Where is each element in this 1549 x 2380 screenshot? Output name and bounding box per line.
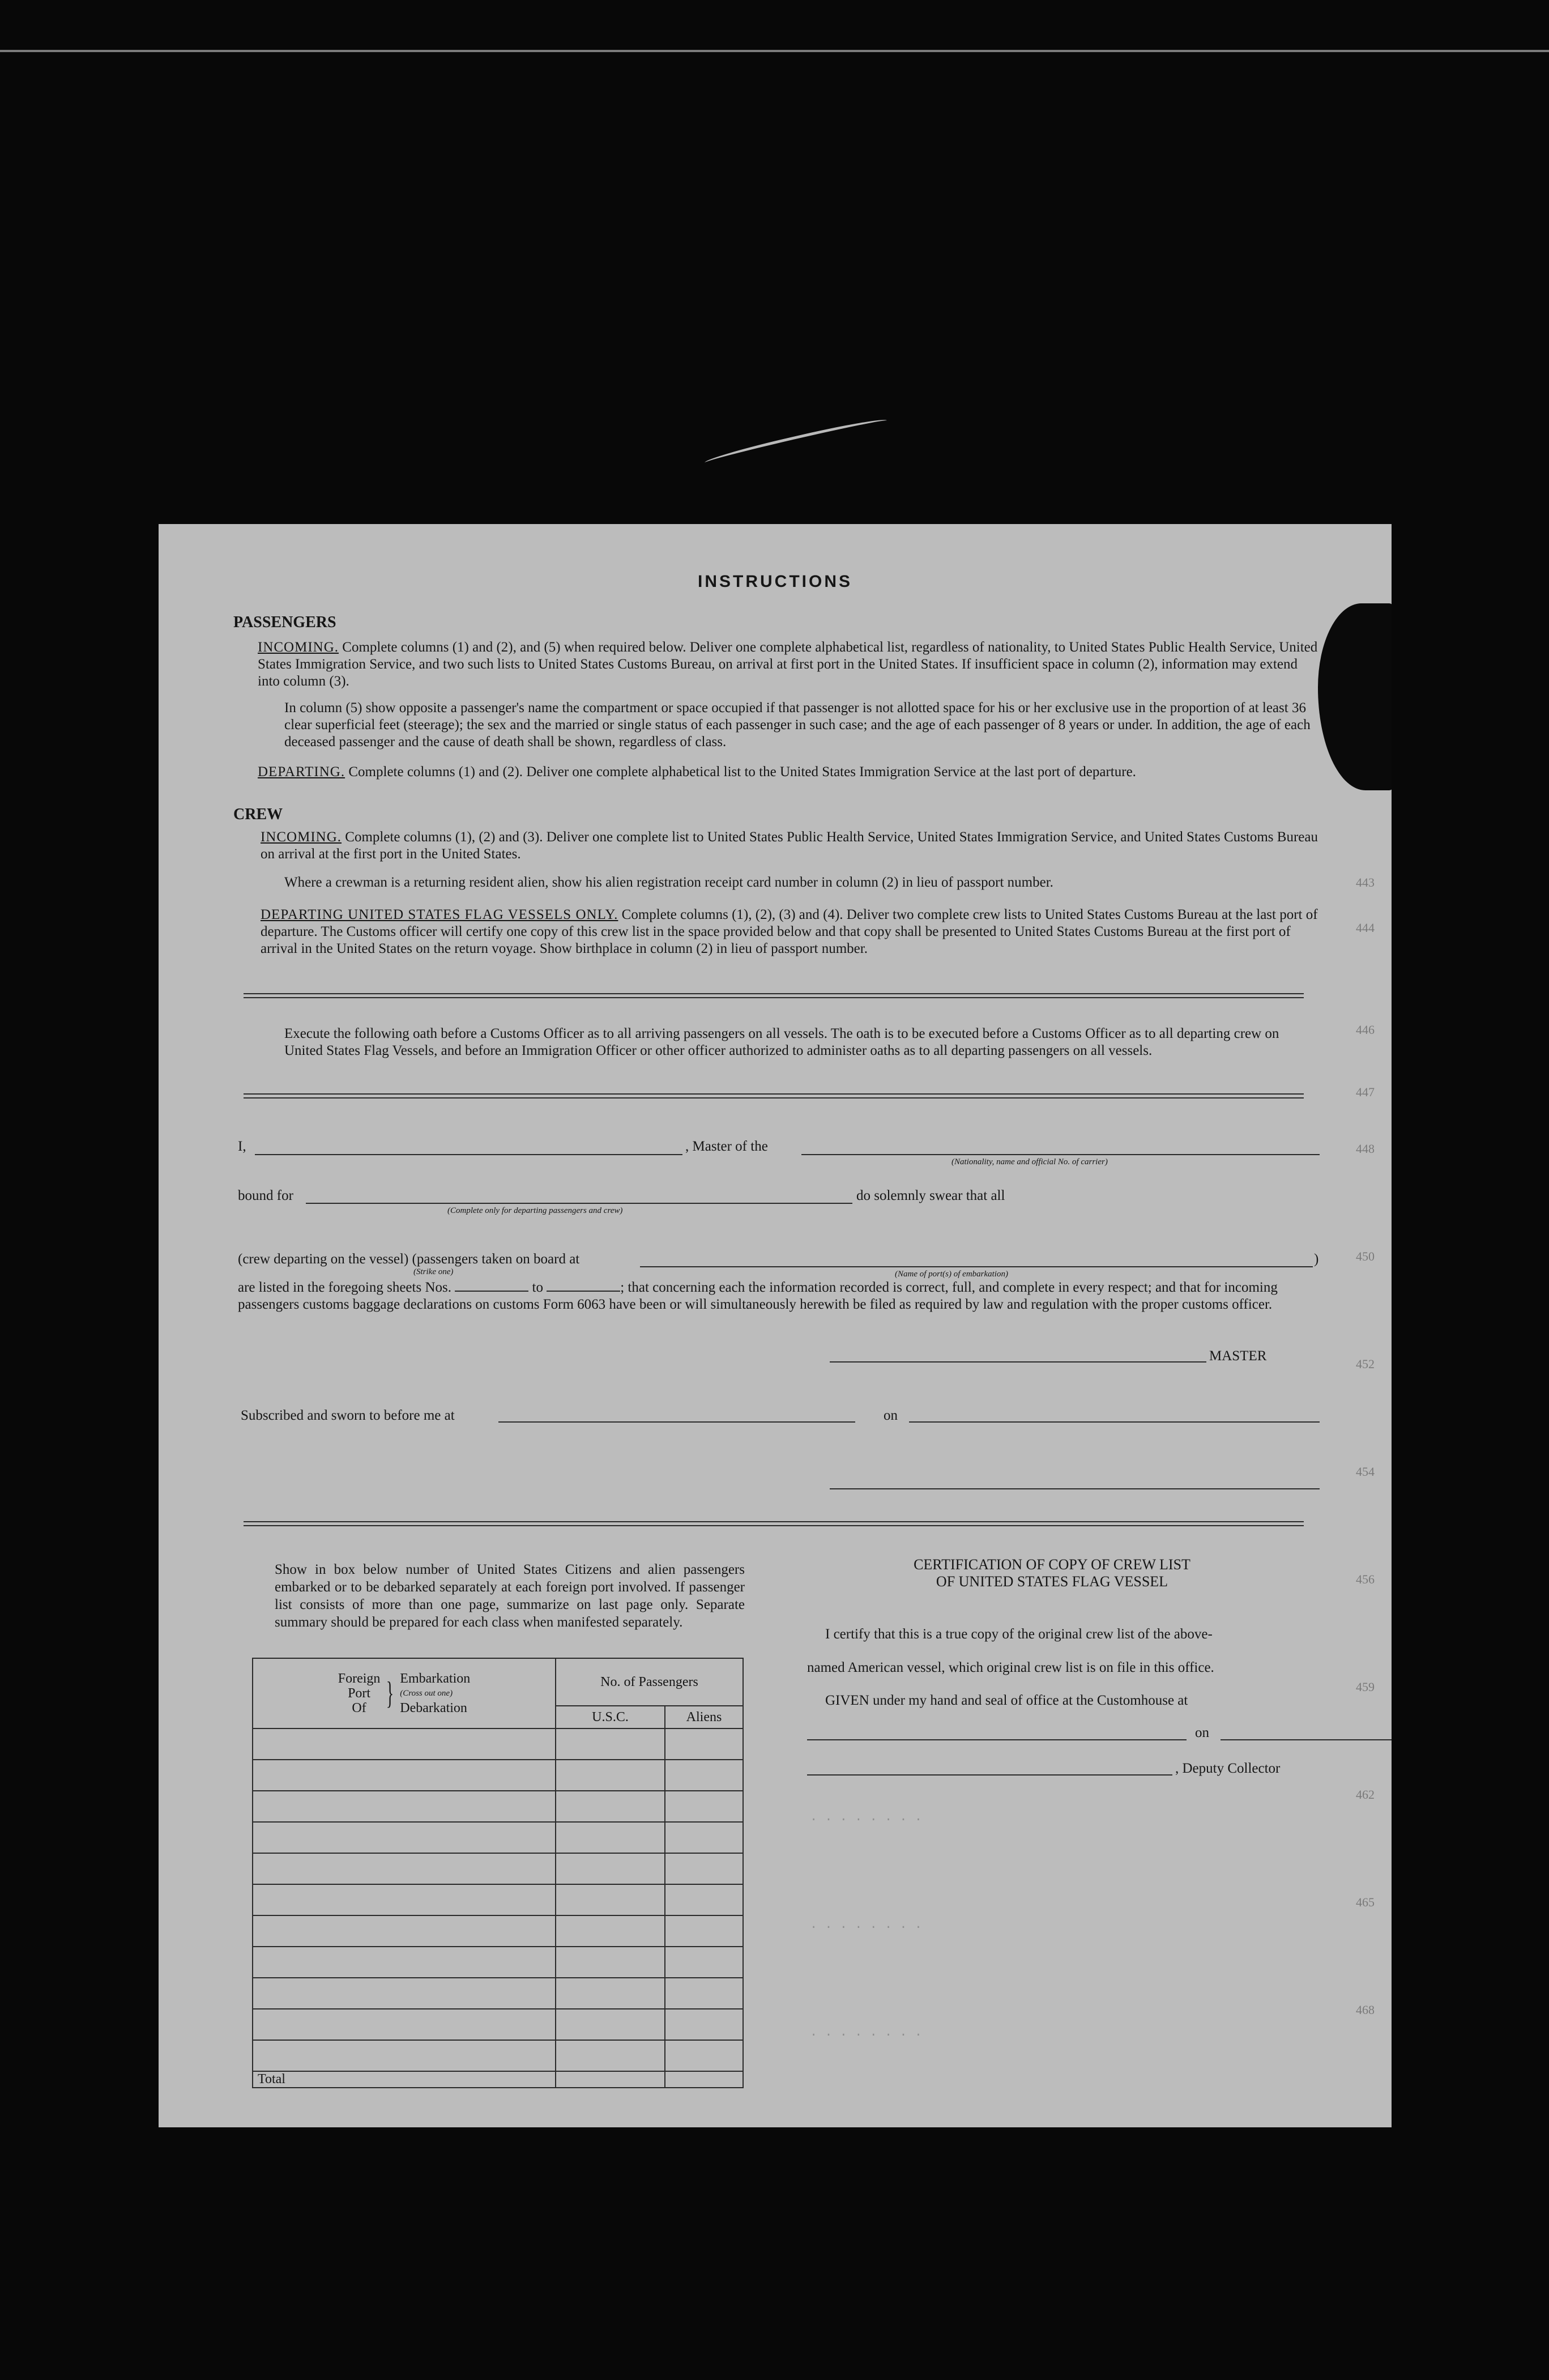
crew-alien-paragraph: Where a crewman is a returning resident alien, show his alien registration receipt card number in column (2) in lieu of passport number. [284, 875, 1053, 890]
table-row [253, 1853, 743, 1884]
crew-departing-lead: DEPARTING UNITED STATES FLAG VESSELS ONLY. [261, 907, 618, 922]
port-cell[interactable] [253, 2040, 556, 2071]
usc-cell[interactable] [556, 1915, 665, 1947]
brace-glyph: } [386, 1676, 394, 1711]
bleed-through-mark: 450 [1356, 1249, 1375, 1263]
master-name-field[interactable] [255, 1154, 682, 1155]
debarkation-label: Debarkation [400, 1701, 467, 1715]
total-aliens-cell[interactable] [665, 2071, 743, 2088]
port-cell[interactable] [253, 1915, 556, 1947]
usc-cell[interactable] [556, 1822, 665, 1853]
aliens-cell[interactable] [665, 2009, 743, 2040]
bleed-through-mark: 452 [1356, 1357, 1375, 1371]
aliens-cell[interactable] [665, 1853, 743, 1884]
usc-header: U.S.C. [556, 1706, 665, 1728]
usc-cell[interactable] [556, 1947, 665, 1978]
deputy-signature-field[interactable] [807, 1774, 1172, 1776]
oath-intro: Execute the following oath before a Customs Officer as to all arriving passengers on all vessels. The oath is to be executed before a Customs Officer as to all departing crew on United States Flag Vessels, and before an Immigration Officer or other officer authorized to administer oaths as to all departing passengers on all vessels. [284, 1026, 1279, 1058]
table-row [253, 1760, 743, 1791]
certification-title-1: CERTIFICATION OF COPY OF CREW LIST [914, 1556, 1190, 1573]
aliens-cell[interactable] [665, 1791, 743, 1822]
bound-caption: (Complete only for departing passengers and crew) [447, 1206, 623, 1215]
port-cell[interactable] [253, 1853, 556, 1884]
table-row [253, 2040, 743, 2071]
ink-blot [1318, 603, 1392, 790]
oath-i-label: I, [238, 1139, 246, 1154]
crew-departing-paragraph [261, 906, 1325, 957]
passengers-incoming-paragraph [258, 639, 1322, 690]
crew-departing-text: Complete columns (1), (2), (3) and (4). Deliver two complete crew lists to United States Customs Bureau at the last port of departure. The Customs officer will certify one copy of this crew list in the space provided below and that copy shall be presented to United States Customs Bureau at the first port of arrival in the United States on the return voyage. Show birthplace in column (2) in lieu of passport number. [261, 907, 1318, 956]
crew-heading: CREW [233, 806, 283, 823]
port-cell[interactable] [253, 2009, 556, 2040]
usc-cell[interactable] [556, 1978, 665, 2009]
usc-cell[interactable] [556, 1760, 665, 1791]
aliens-header: Aliens [665, 1706, 743, 1728]
section-divider [244, 993, 1304, 998]
passengers-departing-lead: DEPARTING. [258, 764, 345, 780]
bleed-through-mark: 459 [1356, 1680, 1375, 1694]
swear-label: do solemnly swear that all [856, 1188, 1005, 1203]
closing-paren: ) [1314, 1251, 1319, 1267]
page-title: INSTRUCTIONS [698, 572, 852, 591]
table-row [253, 2009, 743, 2040]
no-passengers-header: No. of Passengers [556, 1658, 743, 1706]
port-cell[interactable] [253, 1760, 556, 1791]
passengers-heading: PASSENGERS [233, 614, 336, 631]
aliens-cell[interactable] [665, 1978, 743, 2009]
listed-paragraph [238, 1279, 1317, 1313]
aliens-cell[interactable] [665, 1915, 743, 1947]
aliens-cell[interactable] [665, 1728, 743, 1760]
of-label: Of [352, 1701, 366, 1715]
port-header-cell [253, 1658, 556, 1728]
embarkation-port-field[interactable] [640, 1266, 1313, 1267]
bleed-through-mark: 448 [1356, 1142, 1375, 1156]
master-signature-field[interactable] [830, 1361, 1206, 1363]
subscribed-label: Subscribed and sworn to before me at [241, 1408, 455, 1423]
usc-cell[interactable] [556, 2040, 665, 2071]
usc-cell[interactable] [556, 1884, 665, 1915]
port-label: Port [348, 1686, 371, 1701]
bleed-through-mark: 468 [1356, 2003, 1375, 2017]
usc-cell[interactable] [556, 1791, 665, 1822]
section-divider [244, 1093, 1304, 1099]
customhouse-field[interactable] [807, 1739, 1187, 1740]
total-usc-cell[interactable] [556, 2071, 665, 2088]
bound-for-label: bound for [238, 1188, 293, 1203]
certify-line-2: named American vessel, which original crew list is on file in this office. [807, 1660, 1214, 1675]
table-row [253, 1728, 743, 1760]
ports-caption: (Name of port(s) of embarkation) [895, 1270, 1008, 1279]
bleed-through-mark: 447 [1356, 1085, 1375, 1099]
aliens-cell[interactable] [665, 1947, 743, 1978]
table-row [253, 1947, 743, 1978]
embarkation-label: Embarkation [400, 1671, 471, 1686]
given-date-field[interactable] [1221, 1739, 1392, 1740]
document-page [159, 524, 1392, 2127]
bleed-through-mark: 456 [1356, 1572, 1375, 1586]
table-row [253, 1978, 743, 2009]
given-label: GIVEN under my hand and seal of office at the Customhouse at [825, 1693, 1188, 1708]
master-label: MASTER [1209, 1348, 1267, 1364]
sheet-from-field[interactable] [455, 1291, 528, 1292]
port-cell[interactable] [253, 1978, 556, 2009]
bleed-through-text: . . . . . . . . [810, 2025, 923, 2040]
cross-out-caption: (Cross out one) [400, 1689, 453, 1698]
given-on-label: on [1195, 1725, 1209, 1740]
total-row [253, 2071, 743, 2088]
summary-instructions: Show in box below number of United States Citizens and alien passengers embarked or to be debarked separately at each foreign port involved. If passenger list consists of more than one page, summarize on last page only. Separate summary should be prepared for each class when manifested separately. [275, 1562, 745, 1630]
listed-label-a: are listed in the foregoing sheets Nos. [238, 1280, 451, 1295]
oath-master-of-label: , Master of the [685, 1139, 768, 1154]
bleed-through-mark: 465 [1356, 1895, 1375, 1909]
aliens-cell[interactable] [665, 1884, 743, 1915]
port-cell[interactable] [253, 1728, 556, 1760]
nationality-caption: (Nationality, name and official No. of carrier) [951, 1157, 1108, 1166]
bleed-through-mark: 444 [1356, 921, 1375, 935]
usc-cell[interactable] [556, 1728, 665, 1760]
carrier-field[interactable] [801, 1154, 1320, 1155]
port-cell[interactable] [253, 1822, 556, 1853]
scan-edge-line [0, 50, 1549, 52]
certification-title-2: OF UNITED STATES FLAG VESSEL [936, 1573, 1168, 1590]
foreign-label: Foreign [338, 1671, 381, 1686]
sworn-place-field[interactable] [498, 1421, 855, 1423]
certify-line-1: I certify that this is a true copy of the original crew list of the above- [825, 1627, 1213, 1642]
passengers-departing-paragraph [258, 764, 1322, 781]
passengers-column5-paragraph: In column (5) show opposite a passenger's name the compartment or space occupied if that passenger is not allotted space for his or her exclusive use in the proportion of at least 36 clear superficial feet (steerage); the sex and the married or single status of each passenger in such case; and the age of each passenger of 8 years or under. In addition, the age of each deceased passenger and the cause of death shall be shown, regardless of class. [284, 700, 1311, 750]
deputy-collector-label: , Deputy Collector [1175, 1761, 1281, 1776]
film-scratch [703, 415, 888, 468]
listed-label-b: ; that concerning each the information recorded is correct, full, and complete in every respect; and that for incoming passengers customs baggage declarations on customs Form 6063 have been or will simultaneously herewith be filed as required by law and regulation with the proper customs officer. [238, 1280, 1278, 1312]
passenger-summary-table [252, 1658, 744, 2088]
usc-cell[interactable] [556, 1853, 665, 1884]
bleed-through-mark: 462 [1356, 1787, 1375, 1802]
bleed-through-mark: 446 [1356, 1023, 1375, 1037]
sworn-on-label: on [884, 1408, 898, 1423]
passengers-incoming-text: Complete columns (1) and (2), and (5) when required below. Deliver one complete alphabetical list, regardless of nationality, to United States Public Health Service, United States Immigration Service, and two such lists to United States Customs Bureau, on arrival at first port in the United States. If insufficient space in column (2), information may extend into column (3). [258, 640, 1318, 689]
bound-for-field[interactable] [306, 1203, 852, 1204]
total-label: Total [253, 2071, 556, 2088]
aliens-cell[interactable] [665, 1760, 743, 1791]
usc-cell[interactable] [556, 2009, 665, 2040]
table-row [253, 1915, 743, 1947]
bleed-through-text: . . . . . . . . [810, 1918, 923, 1932]
sheet-to-field[interactable] [547, 1291, 620, 1292]
port-cell[interactable] [253, 1884, 556, 1915]
crew-incoming-paragraph [261, 829, 1325, 863]
passengers-incoming-lead: INCOMING. [258, 640, 339, 655]
table-row [253, 1884, 743, 1915]
passengers-departing-text: Complete columns (1) and (2). Deliver one complete alphabetical list to the United States Immigration Service at the last port of departure. [348, 764, 1136, 780]
crew-incoming-lead: INCOMING. [261, 829, 342, 845]
bleed-through-mark: 454 [1356, 1464, 1375, 1479]
table-row [253, 1791, 743, 1822]
crew-incoming-text: Complete columns (1), (2) and (3). Deliver one complete list to United States Public Health Service, United States Immigration Service, and United States Customs Bureau on arrival at the first port in the United States. [261, 829, 1318, 862]
listed-to-label: to [532, 1280, 543, 1295]
bleed-through-mark: 443 [1356, 875, 1375, 889]
aliens-cell[interactable] [665, 1822, 743, 1853]
port-cell[interactable] [253, 1791, 556, 1822]
crew-departing-label: (crew departing on the vessel) (passengers taken on board at [238, 1251, 580, 1267]
strike-one-caption: (Strike one) [413, 1267, 454, 1276]
table-row [253, 1822, 743, 1853]
bleed-through-text: . . . . . . . . [810, 1810, 923, 1824]
officer-signature-field[interactable] [830, 1488, 1320, 1489]
aliens-cell[interactable] [665, 2040, 743, 2071]
port-cell[interactable] [253, 1947, 556, 1978]
sworn-date-field[interactable] [909, 1421, 1320, 1423]
section-divider [244, 1521, 1304, 1526]
